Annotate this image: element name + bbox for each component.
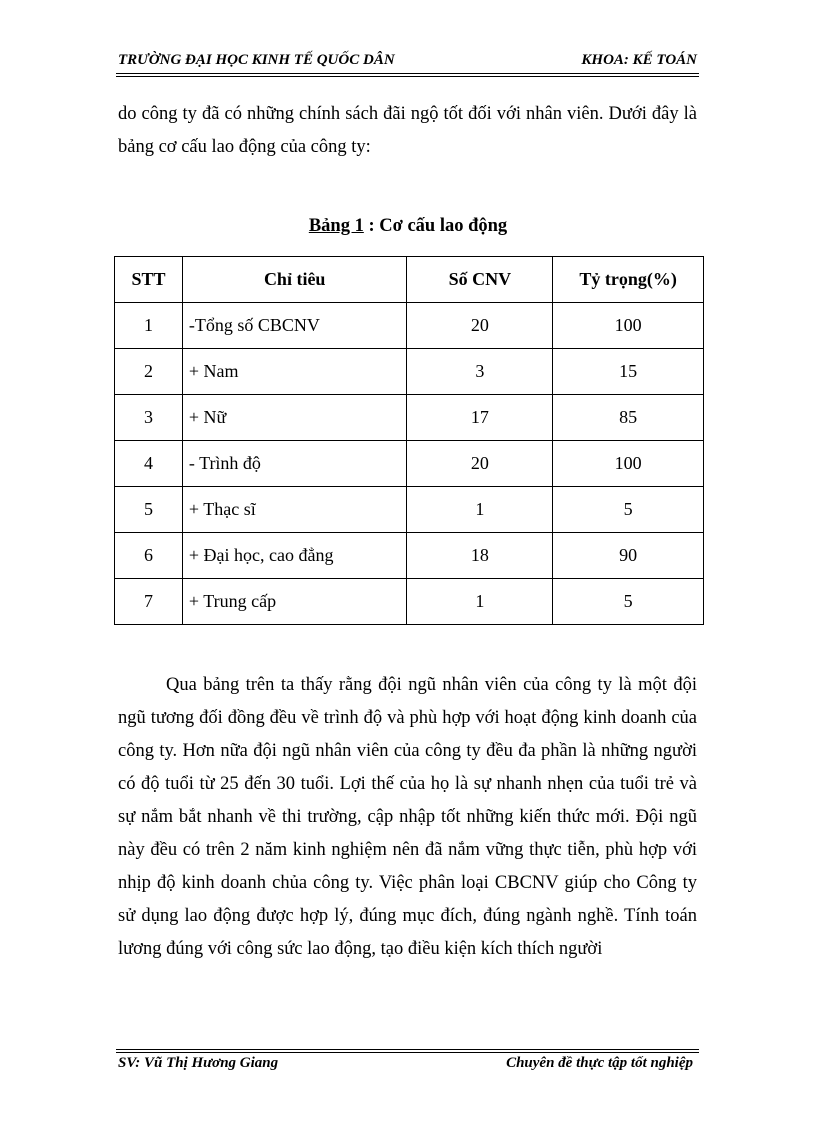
cell-indicator: + Đại học, cao đẳng: [182, 533, 407, 579]
table-row: [115, 487, 704, 533]
cell-indicator: + Thạc sĩ: [182, 487, 407, 533]
cell-stt: 7: [115, 579, 183, 625]
header-university: TRƯỜNG ĐẠI HỌC KINH TẾ QUỐC DÂN: [118, 52, 395, 68]
cell-proportion: 85: [553, 395, 704, 441]
table-row: [115, 349, 704, 395]
cell-proportion: 100: [553, 303, 704, 349]
cell-stt: 5: [115, 487, 183, 533]
footer-report-type: Chuyên đề thực tập tốt nghiệp: [506, 1055, 693, 1071]
header-divider: [116, 73, 699, 74]
cell-proportion: 15: [553, 349, 704, 395]
footer-divider-secondary: [116, 1052, 699, 1053]
cell-stt: 3: [115, 395, 183, 441]
footer-student: SV: Vũ Thị Hương Giang: [118, 1055, 279, 1071]
analysis-paragraph: Qua bảng trên ta thấy rằng đội ngũ nhân viên của công ty là một đội ngũ tương đối đồng đều về trình độ và phù hợp với hoạt động kinh doanh của công ty. Hơn nữa đội ngũ nhân viên của công ty đều đa phần là những người có độ tuổi từ 25 đến 30 tuổi. Lợi thế của họ là sự nhanh nhẹn của tuổi trẻ và sự nắm bắt nhanh về thi trường, cập nhập tốt những kiến thức mới. Đội ngũ này đều có trên 2 năm kinh nghiệm nên đã nắm vững thực tiễn, phù hợp với nhịp độ kinh doanh chủa công ty. Việc phân loại CBCNV giúp cho Công ty sử dụng lao động được hợp lý, đúng mục đích, đúng ngành nghề. Tính toán lương đúng với công sức lao động, tạo điều kiện kích thích người: [118, 675, 697, 959]
cell-proportion: 90: [553, 533, 704, 579]
header-indicator: Chỉ tiêu: [182, 257, 407, 303]
cell-count: 1: [407, 487, 553, 533]
table-caption-label: Bảng 1: [308, 216, 364, 236]
page-header: [118, 52, 697, 69]
cell-count: 20: [407, 441, 553, 487]
table-row: [115, 533, 704, 579]
table-row: [115, 303, 704, 349]
table-row: [115, 579, 704, 625]
cell-proportion: 100: [553, 441, 704, 487]
cell-stt: 1: [115, 303, 183, 349]
cell-indicator: + Nam: [182, 349, 407, 395]
cell-count: 3: [407, 349, 553, 395]
table-row: [115, 395, 704, 441]
cell-indicator: -Tổng số CBCNV: [182, 303, 407, 349]
header-proportion: Tỷ trọng(%): [553, 257, 704, 303]
header-faculty: KHOA: KẾ TOÁN: [581, 52, 697, 68]
header-divider-secondary: [116, 76, 699, 77]
table-row: [115, 441, 704, 487]
cell-proportion: 5: [553, 487, 704, 533]
page-footer: [118, 1055, 693, 1072]
labor-structure-table: [114, 256, 704, 625]
footer-divider: [116, 1049, 699, 1050]
cell-stt: 4: [115, 441, 183, 487]
table-caption-title: : Cơ cấu lao động: [363, 216, 508, 236]
table-header-row: [115, 257, 704, 303]
intro-paragraph: do công ty đã có những chính sách đãi ngộ tốt đối với nhân viên. Dưới đây là bảng cơ cấu lao động của công ty:: [118, 104, 697, 157]
cell-proportion: 5: [553, 579, 704, 625]
header-employee-count: Số CNV: [407, 257, 553, 303]
cell-indicator: + Nữ: [182, 395, 407, 441]
cell-indicator: + Trung cấp: [182, 579, 407, 625]
cell-stt: 2: [115, 349, 183, 395]
cell-count: 1: [407, 579, 553, 625]
cell-count: 18: [407, 533, 553, 579]
cell-count: 20: [407, 303, 553, 349]
cell-indicator: - Trình độ: [182, 441, 407, 487]
header-stt: STT: [115, 257, 183, 303]
table-caption: [0, 216, 816, 237]
cell-count: 17: [407, 395, 553, 441]
cell-stt: 6: [115, 533, 183, 579]
